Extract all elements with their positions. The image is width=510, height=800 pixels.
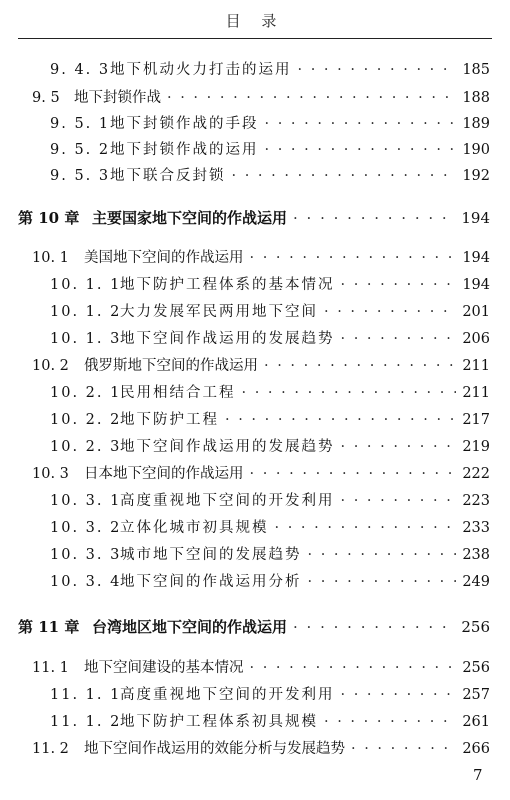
dot-leader <box>232 164 457 188</box>
toc-entry-page: 249 <box>462 574 490 590</box>
toc-entry-page: 188 <box>462 90 490 106</box>
dot-leader <box>225 408 456 432</box>
toc-entry-page: 194 <box>462 277 490 293</box>
toc-entry-10-3-1[interactable] <box>50 489 490 513</box>
toc-chapter-11[interactable] <box>18 615 490 639</box>
toc-entry-title: 高度重视地下空间的开发利用 <box>120 493 335 509</box>
toc-entry-title: 地下封锁作战的运用 <box>110 142 259 158</box>
page-number: 7 <box>473 766 483 784</box>
toc-entry-page: 192 <box>462 168 490 184</box>
toc-entry-title: 大力发展军民两用地下空间 <box>120 304 318 320</box>
dot-leader <box>308 543 457 567</box>
dot-leader <box>351 737 456 761</box>
dot-leader <box>341 489 457 513</box>
toc-entry-title: 地下联合反封锁 <box>110 168 226 184</box>
toc-entry-number: 11. 1 <box>32 660 69 676</box>
toc-entry-page: 194 <box>461 209 490 227</box>
toc-entry-page: 185 <box>462 62 490 78</box>
toc-entry-page: 261 <box>462 714 490 730</box>
toc-entry-number: 11. 2 <box>32 741 69 757</box>
toc-entry-10-3-4[interactable] <box>50 570 490 594</box>
toc-entry-number: 10. 2 <box>32 358 69 374</box>
toc-entry-title: 地下封锁作战的手段 <box>110 116 259 132</box>
toc-entry-title: 地下防护工程 <box>120 412 219 428</box>
toc-entry-10-2-1[interactable] <box>50 381 490 405</box>
toc-entry-number: 9. 4. 3 <box>50 62 111 78</box>
toc-entry-10-3[interactable] <box>32 462 490 486</box>
toc-entry-title: 地下空间建设的基本情况 <box>84 660 244 676</box>
toc-entry-10-1-1[interactable] <box>50 273 490 297</box>
toc-chapter-number: 第 11 章 <box>18 618 80 636</box>
toc-entry-page: 217 <box>462 412 490 428</box>
toc-entry-number: 10. 3. 4 <box>50 574 122 590</box>
toc-entry-title: 地下封锁作战 <box>74 90 161 106</box>
toc-entry-page: 211 <box>462 385 490 401</box>
toc-entry-number: 9. 5. 2 <box>50 142 111 158</box>
toc-entry-number: 10. 3. 1 <box>50 493 122 509</box>
toc-entry-page: 238 <box>462 547 490 563</box>
toc-entry-page: 189 <box>462 116 490 132</box>
toc-entry-title: 地下防护工程体系的基本情况 <box>120 277 335 293</box>
toc-entry-11-1-1[interactable] <box>50 683 490 707</box>
toc-chapter-10[interactable] <box>18 206 490 230</box>
toc-entry-number: 10. 2. 3 <box>50 439 122 455</box>
toc-entry-9-5-1[interactable] <box>50 112 490 136</box>
toc-entry-title: 日本地下空间的作战运用 <box>84 466 244 482</box>
toc-entry-number: 10. 3. 3 <box>50 547 122 563</box>
toc-entry-page: 219 <box>462 439 490 455</box>
toc-entry-10-1-2[interactable] <box>50 300 490 324</box>
toc-entry-page: 256 <box>462 660 490 676</box>
toc-entry-number: 11. 1. 1 <box>50 687 122 703</box>
toc-entry-number: 11. 1. 2 <box>50 714 122 730</box>
dot-leader <box>293 615 455 639</box>
dot-leader <box>275 516 457 540</box>
dot-leader <box>293 206 455 230</box>
dot-leader <box>341 327 457 351</box>
toc-entry-title: 俄罗斯地下空间的作战运用 <box>84 358 258 374</box>
toc-entry-9-4-3[interactable] <box>50 58 490 82</box>
dot-leader <box>341 683 457 707</box>
toc-entry-10-1-3[interactable] <box>50 327 490 351</box>
dot-leader <box>324 710 456 734</box>
toc-entry-number: 9. 5 <box>32 90 60 106</box>
toc-entry-page: 190 <box>462 142 490 158</box>
toc-entry-title: 地下空间作战运用的效能分析与发展趋势 <box>84 741 345 757</box>
toc-entry-10-2-3[interactable] <box>50 435 490 459</box>
toc-entry-10-3-2[interactable] <box>50 516 490 540</box>
dot-leader <box>341 435 457 459</box>
toc-entry-10-2-2[interactable] <box>50 408 490 432</box>
toc-entry-9-5-3[interactable] <box>50 164 490 188</box>
dot-leader <box>265 138 457 162</box>
toc-entry-page: 222 <box>462 466 490 482</box>
toc-entry-page: 257 <box>462 687 490 703</box>
toc-entry-title: 地下机动火力打击的运用 <box>110 62 292 78</box>
toc-entry-page: 194 <box>462 250 490 266</box>
dot-leader <box>324 300 456 324</box>
toc-entry-10-1[interactable] <box>32 246 490 270</box>
toc-entry-number: 10. 1. 2 <box>50 304 122 320</box>
toc-entry-10-2[interactable] <box>32 354 490 378</box>
toc-entry-10-3-3[interactable] <box>50 543 490 567</box>
toc-entry-page: 233 <box>462 520 490 536</box>
toc-entry-title: 地下防护工程体系初具规模 <box>120 714 318 730</box>
toc-entry-number: 10. 1. 1 <box>50 277 122 293</box>
toc-entry-number: 9. 5. 3 <box>50 168 111 184</box>
toc-entry-page: 211 <box>462 358 490 374</box>
toc-entry-number: 10. 2. 2 <box>50 412 122 428</box>
toc-entry-title: 地下空间作战运用的发展趋势 <box>120 331 335 347</box>
toc-entry-title: 城市地下空间的发展趋势 <box>120 547 302 563</box>
toc-entry-title: 高度重视地下空间的开发利用 <box>120 687 335 703</box>
toc-entry-number: 10. 1 <box>32 250 69 266</box>
toc-entry-11-2[interactable] <box>32 737 490 761</box>
toc-entry-page: 223 <box>462 493 490 509</box>
dot-leader <box>250 462 457 486</box>
toc-chapter-number: 第 10 章 <box>18 209 80 227</box>
dot-leader <box>167 86 456 110</box>
dot-leader <box>308 570 457 594</box>
toc-entry-page: 256 <box>461 618 490 636</box>
toc-chapter-title: 台湾地区地下空间的作战运用 <box>92 618 288 636</box>
toc-entry-number: 10. 3 <box>32 466 69 482</box>
dot-leader <box>298 58 457 82</box>
dot-leader <box>264 354 456 378</box>
toc-entry-title: 民用相结合工程 <box>120 385 236 401</box>
toc-entry-number: 9. 5. 1 <box>50 116 111 132</box>
toc-entry-number: 10. 1. 3 <box>50 331 122 347</box>
dot-leader <box>341 273 457 297</box>
dot-leader <box>242 381 457 405</box>
dot-leader <box>250 656 457 680</box>
toc-entry-page: 266 <box>462 741 490 757</box>
toc-entry-title: 地下空间的作战运用分析 <box>120 574 302 590</box>
toc-entry-title: 地下空间作战运用的发展趋势 <box>120 439 335 455</box>
toc-entry-number: 10. 2. 1 <box>50 385 122 401</box>
toc-entry-9-5[interactable] <box>32 86 490 110</box>
toc-entry-title: 美国地下空间的作战运用 <box>84 250 244 266</box>
toc-entry-11-1[interactable] <box>32 656 490 680</box>
toc-entry-11-1-2[interactable] <box>50 710 490 734</box>
toc-entry-9-5-2[interactable] <box>50 138 490 162</box>
toc-entry-title: 立体化城市初具规模 <box>120 520 269 536</box>
dot-leader <box>265 112 457 136</box>
toc-entry-page: 206 <box>462 331 490 347</box>
page-header-title: 目 录 <box>225 12 285 30</box>
toc-entry-page: 201 <box>462 304 490 320</box>
toc-chapter-title: 主要国家地下空间的作战运用 <box>92 209 288 227</box>
toc-entry-number: 10. 3. 2 <box>50 520 122 536</box>
dot-leader <box>250 246 457 270</box>
